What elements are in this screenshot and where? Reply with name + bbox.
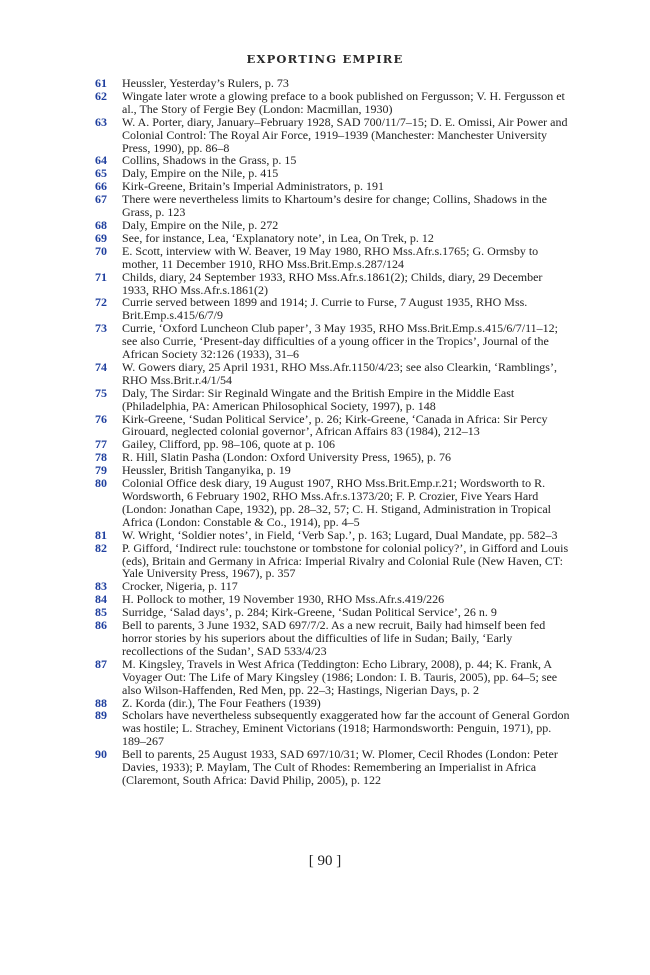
note-number[interactable]: 64	[95, 153, 107, 168]
note-text: Daly, Empire on the Nile, p. 272	[122, 217, 279, 232]
endnote	[95, 619, 571, 658]
note-number[interactable]: 73	[95, 321, 107, 336]
note-number[interactable]: 81	[95, 527, 107, 542]
note-number[interactable]: 70	[95, 243, 107, 258]
endnote	[95, 709, 571, 748]
endnote	[95, 361, 571, 387]
note-text: Currie, ‘Oxford Luncheon Club paper’, 3 May 1935, RHO Mss.Brit.Emp.s.415/6/7/11–12; see also Currie, ‘Present-day difficulties of a young officer in the Tropics’, Journal of the African Society 32:126 (1933), 31–6	[122, 321, 558, 362]
note-text: See, for instance, Lea, ‘Explanatory note’, in Lea, On Trek, p. 12	[122, 230, 434, 245]
note-text: Collins, Shadows in the Grass, p. 15	[122, 153, 297, 168]
note-number[interactable]: 68	[95, 217, 107, 232]
note-text: Crocker, Nigeria, p. 117	[122, 579, 238, 594]
endnote	[95, 542, 571, 581]
note-text: Scholars have nevertheless subsequently exaggerated how far the account of General Gordon was hostile; L. Strachey, Eminent Victorians (1918; Harmondsworth: Penguin, 1971), pp. 189–267	[122, 708, 570, 749]
note-text: Gailey, Clifford, pp. 98–106, quote at p. 106	[122, 437, 335, 452]
note-text: Currie served between 1899 and 1914; J. Currie to Furse, 7 August 1935, RHO Mss. Brit.Emp.s.415/6/7/9	[122, 295, 528, 323]
note-text: Wingate later wrote a glowing preface to a book published on Fergusson; V. H. Fergusson et al., The Story of Fergie Bey (London: Macmillan, 1930)	[122, 88, 565, 116]
note-text: R. Hill, Slatin Pasha (London: Oxford University Press, 1965), p. 76	[122, 450, 451, 465]
endnote	[95, 296, 571, 322]
note-number[interactable]: 87	[95, 656, 107, 671]
page-number: [ 90 ]	[308, 853, 342, 869]
note-number[interactable]: 65	[95, 166, 107, 181]
note-number[interactable]: 67	[95, 192, 107, 207]
note-text: Childs, diary, 24 September 1933, RHO Mss.Afr.s.1861(2); Childs, diary, 29 December 1933, RHO Mss.Afr.s.1861(2)	[122, 269, 543, 297]
note-text: P. Gifford, ‘Indirect rule: touchstone or tombstone for colonial policy?’, in Gifford and Louis (eds), Britain and Germany in Africa: Imperial Rivalry and Colonial Rule (New Haven, CT: Yale University Press, 1967), p. 357	[122, 540, 569, 581]
note-number[interactable]: 90	[95, 747, 107, 762]
note-number[interactable]: 74	[95, 359, 107, 374]
note-text: Heussler, Yesterday’s Rulers, p. 73	[122, 76, 289, 90]
endnote	[95, 477, 571, 529]
note-text: Kirk-Greene, ‘Sudan Political Service’, p. 26; Kirk-Greene, ‘Canada in Africa: Sir Percy Girouard, neglected colonial governor’, African Affairs 83 (1984), 212–13	[122, 411, 548, 439]
note-text: Bell to parents, 3 June 1932, SAD 697/7/2. As a new recruit, Baily had himself been fed horror stories by his superiors about the difficulties of life in Sudan; Baily, ‘Early recollections of the Sudan’, SAD 533/4/23	[122, 618, 546, 658]
endnote	[95, 413, 571, 439]
endnotes-list	[95, 77, 571, 787]
note-number[interactable]: 61	[95, 76, 107, 90]
note-text: There were nevertheless limits to Khartoum’s desire for change; Collins, Shadows in the Grass, p. 123	[122, 192, 547, 220]
note-number[interactable]: 75	[95, 385, 107, 400]
note-text: H. Pollock to mother, 19 November 1930, RHO Mss.Afr.s.419/226	[122, 592, 445, 607]
note-number[interactable]: 86	[95, 618, 107, 633]
note-number[interactable]: 62	[95, 88, 107, 103]
endnote	[95, 322, 571, 361]
note-number[interactable]: 72	[95, 295, 107, 310]
note-number[interactable]: 83	[95, 579, 107, 594]
note-number[interactable]: 77	[95, 437, 107, 452]
note-text: E. Scott, interview with W. Beaver, 19 May 1980, RHO Mss.Afr.s.1765; G. Ormsby to mother, 11 December 1910, RHO Mss.Brit.Emp.s.287/124	[122, 243, 539, 271]
note-number[interactable]: 76	[95, 411, 107, 426]
note-number[interactable]: 78	[95, 450, 107, 465]
endnote	[95, 116, 571, 155]
endnote	[95, 748, 571, 787]
endnote	[95, 271, 571, 297]
note-number[interactable]: 66	[95, 179, 107, 194]
endnote	[95, 387, 571, 413]
note-number[interactable]: 63	[95, 114, 107, 129]
running-head: EXPORTING EMPIRE	[246, 52, 404, 66]
note-text: Daly, The Sirdar: Sir Reginald Wingate and the British Empire in the Middle East (Philadelphia, PA: American Philosophical Society, 1997), p. 148	[122, 385, 515, 413]
note-text: Colonial Office desk diary, 19 August 1907, RHO Mss.Brit.Emp.r.21; Wordsworth to R. Wordsworth, 6 February 1902, RHO Mss.Afr.s.1373/20; F. P. Crozier, Five Years Hard (London: Jonathan Cape, 1932), pp. 28–32, 57; C. H. Stigand, Administration in Tropical Africa (London: Constable & Co., 1914), pp. 4–5	[122, 476, 551, 529]
note-number[interactable]: 85	[95, 605, 107, 620]
note-number[interactable]: 71	[95, 269, 107, 284]
endnote	[95, 245, 571, 271]
endnote	[95, 193, 571, 219]
note-text: W. Wright, ‘Soldier notes’, in Field, ‘Verb Sap.’, p. 163; Lugard, Dual Mandate, pp. 582–3	[122, 527, 558, 542]
note-text: Surridge, ‘Salad days’, p. 284; Kirk-Greene, ‘Sudan Political Service’, 26 n. 9	[122, 605, 497, 620]
note-text: Bell to parents, 25 August 1933, SAD 697/10/31; W. Plomer, Cecil Rhodes (London: Peter Davies, 1933); P. Maylam, The Cult of Rhodes: Remembering an Imperialist in Africa (Claremont, South Africa: David Philip, 2005), p. 122	[122, 747, 558, 787]
note-number[interactable]: 79	[95, 463, 107, 478]
note-text: M. Kingsley, Travels in West Africa (Teddington: Echo Library, 2008), p. 44; K. Frank, A Voyager Out: The Life of Mary Kingsley (1986; London: I. B. Tauris, 2005), pp. 64–5; see also Wilson-Haffenden, Red Men, pp. 22–3; Hastings, Nigerian Days, p. 2	[122, 656, 558, 697]
note-number[interactable]: 69	[95, 230, 107, 245]
note-number[interactable]: 82	[95, 540, 107, 555]
note-number[interactable]: 88	[95, 695, 107, 710]
note-text: Heussler, British Tanganyika, p. 19	[122, 463, 291, 478]
note-text: Kirk-Greene, Britain’s Imperial Administrators, p. 191	[122, 179, 384, 194]
note-text: Daly, Empire on the Nile, p. 415	[122, 166, 279, 181]
endnote	[95, 90, 571, 116]
note-number[interactable]: 84	[95, 592, 107, 607]
note-number[interactable]: 80	[95, 476, 107, 491]
note-number[interactable]: 89	[95, 708, 107, 723]
endnote	[95, 658, 571, 697]
note-text: W. Gowers diary, 25 April 1931, RHO Mss.Afr.1150/4/23; see also Clearkin, ‘Ramblings’, RHO Mss.Brit.r.4/1/54	[122, 359, 557, 387]
note-text: Z. Korda (dir.), The Four Feathers (1939)	[122, 695, 321, 710]
note-text: W. A. Porter, diary, January–February 1928, SAD 700/11/7–15; D. E. Omissi, Air Power and Colonial Control: The Royal Air Force, 1919–1939 (Manchester: Manchester University Press, 1990), pp. 86–8	[122, 114, 568, 155]
